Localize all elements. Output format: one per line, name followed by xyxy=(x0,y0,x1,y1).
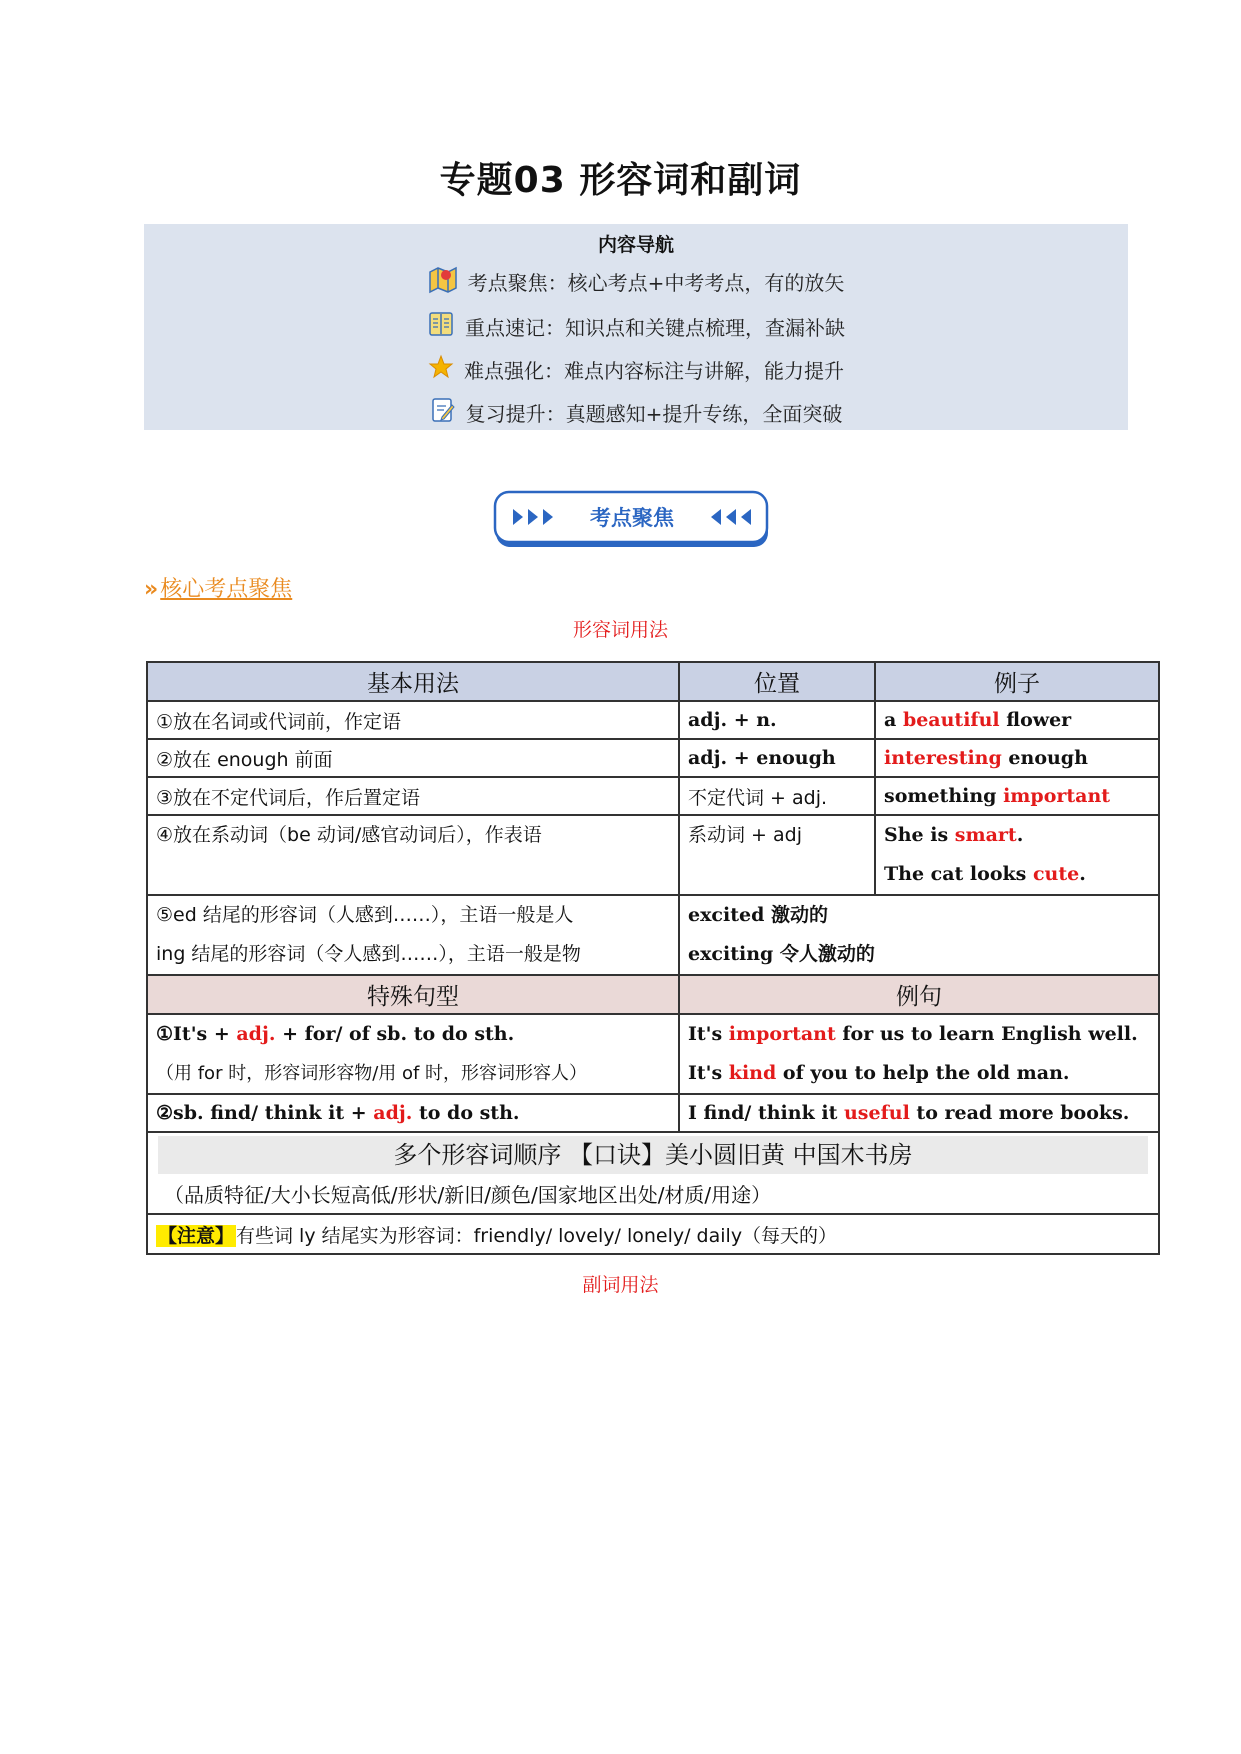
note-text: 有些词 ly 结尾实为形容词：friendly/ lovely/ lonely/ daily（每天的） xyxy=(236,1224,838,1247)
table-row xyxy=(147,739,1159,777)
header-cell: 例句 xyxy=(679,975,1159,1014)
star-icon xyxy=(428,354,454,385)
position-cell: adj. + n. xyxy=(679,701,875,739)
usage-cell: ⑤ed 结尾的形容词（人感到……），主语一般是人 ing 结尾的形容词（令人感到……），主语一般是物 xyxy=(147,895,679,975)
section-heading xyxy=(144,572,292,603)
usage-cell: ①放在名词或代词前，作定语 xyxy=(147,701,679,739)
order-detail: （品质特征/大小长短高低/形状/新旧/颜色/国家地区出处/材质/用途） xyxy=(164,1183,772,1207)
position-cell: adj. + enough xyxy=(679,739,875,777)
order-row xyxy=(147,1132,1159,1214)
nav-item xyxy=(144,354,1128,385)
table-row xyxy=(147,815,1159,895)
nav-heading: 内容导航 xyxy=(597,234,674,256)
example-cell: interesting enough xyxy=(875,739,1159,777)
example-cell: She is smart. The cat looks cute. xyxy=(875,815,1159,895)
table-row xyxy=(147,1014,1159,1094)
note-label: 【注意】 xyxy=(158,1224,235,1247)
section-heading-link[interactable]: 核心考点聚焦 xyxy=(160,577,293,602)
nav-item-text: 考点聚焦：核心考点+中考考点，有的放矢 xyxy=(467,271,845,295)
nav-item xyxy=(144,310,1128,343)
double-chevron-icon: » xyxy=(144,577,155,602)
example-cell: a beautiful flower xyxy=(875,701,1159,739)
adjective-usage-table xyxy=(146,661,1160,1255)
section-banner xyxy=(493,490,771,550)
content-navigation xyxy=(144,224,1128,430)
table-row xyxy=(147,895,1159,975)
adverb-caption: 副词用法 xyxy=(582,1274,659,1296)
example-cell: excited 激动的 exciting 令人激动的 xyxy=(679,895,1159,975)
example-cell: something important xyxy=(875,777,1159,815)
position-cell: 不定代词 + adj. xyxy=(679,777,875,815)
usage-cell: ④放在系动词（be 动词/感官动词后），作表语 xyxy=(147,815,679,895)
pattern-cell: ②sb. find/ think it + adj. to do sth. xyxy=(147,1094,679,1132)
note-row xyxy=(147,1214,1159,1254)
note-cell xyxy=(147,1214,1159,1254)
note-edit-icon xyxy=(430,396,456,429)
pattern-cell: ①It's + adj. + for/ of sb. to do sth. （用 for 时，形容词形容物/用 of 时，形容词形容人） xyxy=(147,1014,679,1094)
special-header-row xyxy=(147,975,1159,1014)
order-title: 多个形容词顺序 【口诀】美小圆旧黄 中国木书房 xyxy=(158,1136,1148,1174)
banner-label: 考点聚焦 xyxy=(590,506,674,530)
nav-item-text: 难点强化：难点内容标注与讲解，能力提升 xyxy=(464,359,844,383)
page-title: 专题03 形容词和副词 xyxy=(439,160,802,201)
position-cell: 系动词 + adj xyxy=(679,815,875,895)
nav-item xyxy=(144,396,1128,429)
header-cell: 特殊句型 xyxy=(147,975,679,1014)
nav-item xyxy=(144,264,1128,299)
example-cell: I find/ think it useful to read more books. xyxy=(679,1094,1159,1132)
usage-cell: ②放在 enough 前面 xyxy=(147,739,679,777)
usage-cell: ③放在不定代词后，作后置定语 xyxy=(147,777,679,815)
book-icon xyxy=(427,310,455,343)
table-row xyxy=(147,701,1159,739)
header-cell: 位置 xyxy=(679,662,875,701)
order-cell xyxy=(147,1132,1159,1214)
nav-item-text: 复习提升：真题感知+提升专练，全面突破 xyxy=(465,402,843,426)
example-cell: It's important for us to learn English well. It's kind of you to help the old man. xyxy=(679,1014,1159,1094)
table-row xyxy=(147,777,1159,815)
header-cell: 例子 xyxy=(875,662,1159,701)
adjective-caption: 形容词用法 xyxy=(572,619,668,641)
nav-item-text: 重点速记：知识点和关键点梳理，查漏补缺 xyxy=(465,316,845,340)
map-icon xyxy=(428,264,458,299)
table-row xyxy=(147,1094,1159,1132)
table-header-row xyxy=(147,662,1159,701)
header-cell: 基本用法 xyxy=(147,662,679,701)
